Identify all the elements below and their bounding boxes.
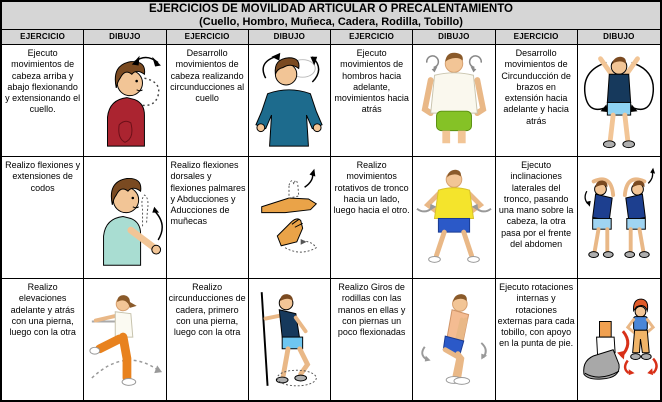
leg-swing-figure xyxy=(84,279,166,400)
exercise-grid xyxy=(2,30,660,400)
knee-circles-drawing-icon xyxy=(415,288,493,392)
col-header-ejercicio-3: EJERCICIO xyxy=(331,30,413,45)
neck-circumduction-figure xyxy=(249,45,331,157)
exercise-text: Realizo Giros de rodillas con las manos en ellas y con piernas un poco flexionadas xyxy=(331,279,413,400)
wrist-flexion-abduction-figure xyxy=(249,157,331,279)
exercise-text: Desarrollo movimientos de Circunducción de brazos en extensión hacia adelante y hacia atrás xyxy=(496,45,578,157)
trunk-rotation-figure xyxy=(413,157,495,279)
col-header-dibujo-2: DIBUJO xyxy=(249,30,331,45)
ankle-rotation-figure xyxy=(578,279,660,400)
elbow-flexion-extension-figure xyxy=(84,157,166,279)
knee-circles-figure xyxy=(413,279,495,400)
shoulder-movements-drawing-icon xyxy=(415,49,493,152)
table-title-bar xyxy=(2,2,660,30)
arm-circles-drawing-icon xyxy=(580,49,658,152)
hip-circles-drawing-icon xyxy=(250,288,328,392)
exercise-text: Realizo elevaciones adelante y atrás con una pierna, luego con la otra xyxy=(2,279,84,400)
exercise-text: Ejecuto movimientos de cabeza arriba y abajo flexionando y extensionando el cuello. xyxy=(2,45,84,157)
head-flexion-extension-figure xyxy=(84,45,166,157)
exercise-text: Ejecuto rotaciones internas y rotaciones externas para cada tobillo, con apoyo en la punta de pie. xyxy=(496,279,578,400)
exercise-text: Realizo flexiones dorsales y flexiones palmares y Abducciones y Aducciones de muñecas xyxy=(167,157,249,279)
exercise-text: Realizo flexiones y extensiones de codos xyxy=(2,157,84,279)
head-flexion-drawing-icon xyxy=(86,49,164,152)
col-header-ejercicio-2: EJERCICIO xyxy=(167,30,249,45)
exercise-text: Ejecuto inclinaciones laterales del tronco, pasando una mano sobre la cabeza, la otra pasa por el frente del abdomen xyxy=(496,157,578,279)
lateral-bend-drawing-icon xyxy=(580,165,658,270)
exercise-text: Realizo circunducciones de cadera, primero con una pierna, luego con la otra xyxy=(167,279,249,400)
col-header-ejercicio-1: EJERCICIO xyxy=(2,30,84,45)
leg-swing-drawing-icon xyxy=(86,288,164,392)
exercise-text: Realizo movimientos rotativos de tronco hacia un lado, luego hacia el otro. xyxy=(331,157,413,279)
col-header-dibujo-3: DIBUJO xyxy=(413,30,495,45)
col-header-dibujo-1: DIBUJO xyxy=(84,30,166,45)
page-subtitle: (Cuello, Hombro, Muñeca, Cadera, Rodilla, Tobillo) xyxy=(199,16,463,28)
wrist-movements-drawing-icon xyxy=(250,165,328,270)
arm-circumduction-figure xyxy=(578,45,660,157)
page-title: EJERCICIOS DE MOVILIDAD ARTICULAR O PRECALENTAMIENTO xyxy=(149,3,513,15)
neck-circles-drawing-icon xyxy=(250,49,328,152)
exercise-text: Ejecuto movimientos de hombros hacia adelante, movimientos hacia atrás xyxy=(331,45,413,157)
trunk-rotation-drawing-icon xyxy=(415,165,493,270)
trunk-lateral-bend-figure xyxy=(578,157,660,279)
ankle-rotation-drawing-icon xyxy=(580,288,658,392)
elbow-flexion-drawing-icon xyxy=(86,165,164,270)
exercise-text: Desarrollo movimientos de cabeza realizando circunducciones al cuello xyxy=(167,45,249,157)
shoulder-forward-backward-figure xyxy=(413,45,495,157)
col-header-dibujo-4: DIBUJO xyxy=(578,30,660,45)
hip-circumduction-figure xyxy=(249,279,331,400)
col-header-ejercicio-4: EJERCICIO xyxy=(496,30,578,45)
